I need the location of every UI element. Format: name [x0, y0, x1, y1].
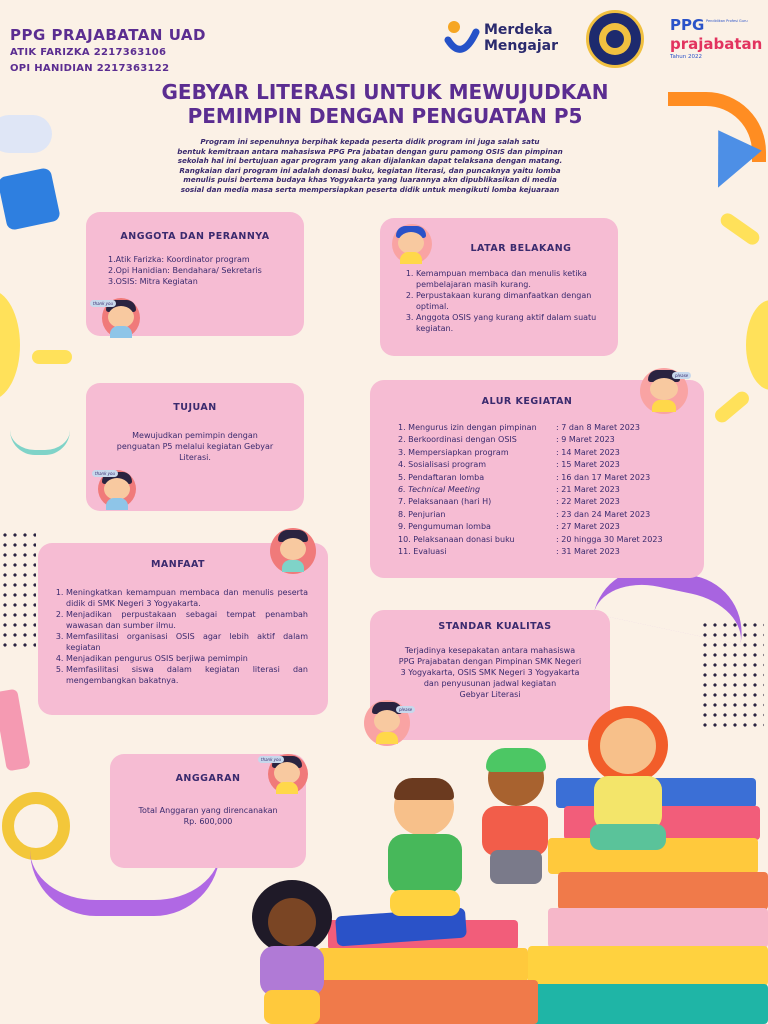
yellow-half-circle	[0, 290, 20, 400]
blue-cube-shape	[0, 167, 61, 231]
list-item: 1.Atik Farizka: Koordinator program	[108, 255, 250, 264]
ppg-small-text: Pendidikan Profesi Guru	[706, 19, 748, 23]
merdeka-mengajar-logo	[444, 18, 564, 60]
please-bubble: please	[672, 372, 691, 379]
list-item: 2.Opi Hanidian: Bendahara/ Sekretaris	[108, 266, 262, 275]
thank-you-bubble: thank you	[92, 470, 118, 477]
merdeka-text: Merdeka	[484, 22, 553, 38]
prajabatan-text: prajabatan	[670, 35, 763, 53]
intro-paragraph: Program ini sepenuhnya berpihak kepada peserta didik program ini juga salah satu bentuk kemitraan antara mahasiswa PPG Pra jabatan dengan guru pamong OSIS dan pimpinan sekolah hal ini bertujuan agar program yang akan dijalankan dapat telaksana dengan matang. Rangkaian dari program ini adalah donasi buku, kegiatan literasi, dan puncaknya yaitu lomba menulis puisi bertema budaya khas Yogyakarta yang luarannya akn dipublikasikan di media sosial dan media masa serta mempersiapkan peserta didik untuk mengikuti lomba kejuaraan	[177, 137, 563, 194]
list-item: 5. Memfasilitasi siswa dalam kegiatan literasi dan mengembangkan bakatnya.	[66, 664, 308, 686]
ppg-text: PPG	[670, 16, 705, 34]
list-item: 3.OSIS: Mitra Kegiatan	[108, 277, 198, 286]
sticker-face	[392, 224, 432, 264]
ppg-year-text: Tahun 2022	[670, 54, 703, 60]
anggaran-text: Total Anggaran yang direncanakan Rp. 600,000	[138, 806, 278, 826]
merdeka-mark-icon	[444, 18, 480, 60]
yellow-stick-shape	[718, 211, 762, 248]
anggota-title: ANGGOTA DAN PERANNYA	[120, 231, 270, 242]
list-item: 1. Kemampuan membaca dan menulis ketika pembelajaran masih kurang.	[416, 268, 612, 290]
anggota-list	[108, 254, 298, 287]
list-item: 2. Perpustakaan kurang dimanfaatkan dengan optimal.	[416, 290, 612, 312]
list-item: 2. Menjadikan perpustakaan sebagai tempat penambah wawasan dan sumber ilmu.	[66, 609, 308, 631]
timeline-row: 6. Technical Meeting : 21 Maret 2023	[398, 485, 620, 495]
list-item: 3. Anggota OSIS yang kurang aktif dalam suatu kegiatan.	[416, 312, 612, 334]
timeline-row: 7. Pelaksanaan (hari H) : 22 Maret 2023	[398, 497, 620, 507]
timeline-row: 5. Pendaftaran lomba : 16 dan 17 Maret 2023	[398, 472, 651, 482]
ppg-prajabatan-logo	[666, 16, 764, 68]
yellow-stick-shape	[712, 389, 752, 425]
timeline-row: 3. Mempersiapkan program : 14 Maret 2023	[398, 447, 620, 457]
alur-title: ALUR KEGIATAN	[481, 396, 573, 407]
dot-pattern	[700, 620, 764, 730]
member-name-1: ATIK FARIZKA 2217363106	[10, 47, 167, 58]
manfaat-title: MANFAAT	[150, 559, 206, 570]
member-name-2: OPI HANIDIAN 2217363122	[10, 63, 170, 74]
mengajar-text: Mengajar	[484, 38, 559, 54]
timeline-row: 2. Berkoordinasi dengan OSIS : 9 Maret 2023	[398, 435, 615, 445]
child-illustration	[586, 706, 670, 866]
latar-title: LATAR BELAKANG	[470, 243, 572, 254]
list-item: 4. Menjadikan pengurus OSIS berjiwa pemimpin	[66, 653, 308, 664]
pink-stripe-shape	[0, 689, 31, 772]
child-illustration	[246, 880, 338, 1024]
timeline-row: 1. Mengurus izin dengan pimpinan : 7 dan 8 Maret 2023	[398, 423, 640, 432]
child-illustration	[380, 778, 470, 928]
dot-pattern	[0, 530, 36, 650]
timeline-row: 4. Sosialisasi program : 15 Maret 2023	[398, 460, 620, 470]
page-title: GEBYAR LITERASI UNTUK MEWUJUDKAN PEMIMPIN DENGAN PENGUATAN P5	[161, 80, 609, 128]
timeline-row: 8. Penjurian : 23 dan 24 Maret 2023	[398, 509, 651, 519]
tujuan-text: Mewujudkan pemimpin dengan penguatan P5 melalui kegiatan Gebyar Literasi.	[116, 431, 274, 462]
list-item: 1. Meningkatkan kemampuan membaca dan menulis peserta didik di SMK Negeri 3 Yogyakarta.	[66, 587, 308, 609]
thank-you-bubble: thank you	[90, 300, 116, 307]
list-item: 3. Memfasilitasi organisasi OSIS agar lebih aktif dalam kegiatan	[66, 631, 308, 653]
alur-timeline	[398, 422, 698, 558]
timeline-row: 9. Pengumuman lomba : 27 Maret 2023	[398, 522, 620, 532]
child-illustration	[482, 750, 554, 920]
standar-text: Terjadinya kesepakatan antara mahasiswa PPG Prajabatan dengan Pimpinan SMK Negeri 3 Yogyakarta, OSIS SMK Negeri 3 Yogyakarta dan penyusunan jadwal kegiatan Gebyar Literasi	[398, 646, 582, 699]
teal-squiggle-shape	[10, 430, 70, 455]
anggaran-title: ANGGARAN	[175, 773, 241, 784]
standar-title: STANDAR KUALITAS	[438, 621, 552, 632]
tujuan-title: TUJUAN	[173, 402, 217, 413]
timeline-row: 10. Pelaksanaan donasi buku : 20 hingga 30 Maret 2023	[398, 534, 663, 544]
timeline-row: 11. Evaluasi : 31 Maret 2023	[398, 547, 620, 557]
thank-you-bubble: thank you	[258, 756, 284, 763]
sticker-face	[270, 528, 316, 574]
cloud-shape	[0, 115, 52, 153]
uad-seal-logo	[586, 10, 644, 68]
org-title: PPG PRAJABATAN UAD	[10, 26, 206, 44]
yellow-stick-shape	[32, 350, 72, 364]
yellow-half-circle	[746, 300, 768, 390]
latar-list	[402, 268, 612, 334]
manfaat-list	[52, 587, 308, 686]
please-bubble: please	[396, 706, 415, 713]
